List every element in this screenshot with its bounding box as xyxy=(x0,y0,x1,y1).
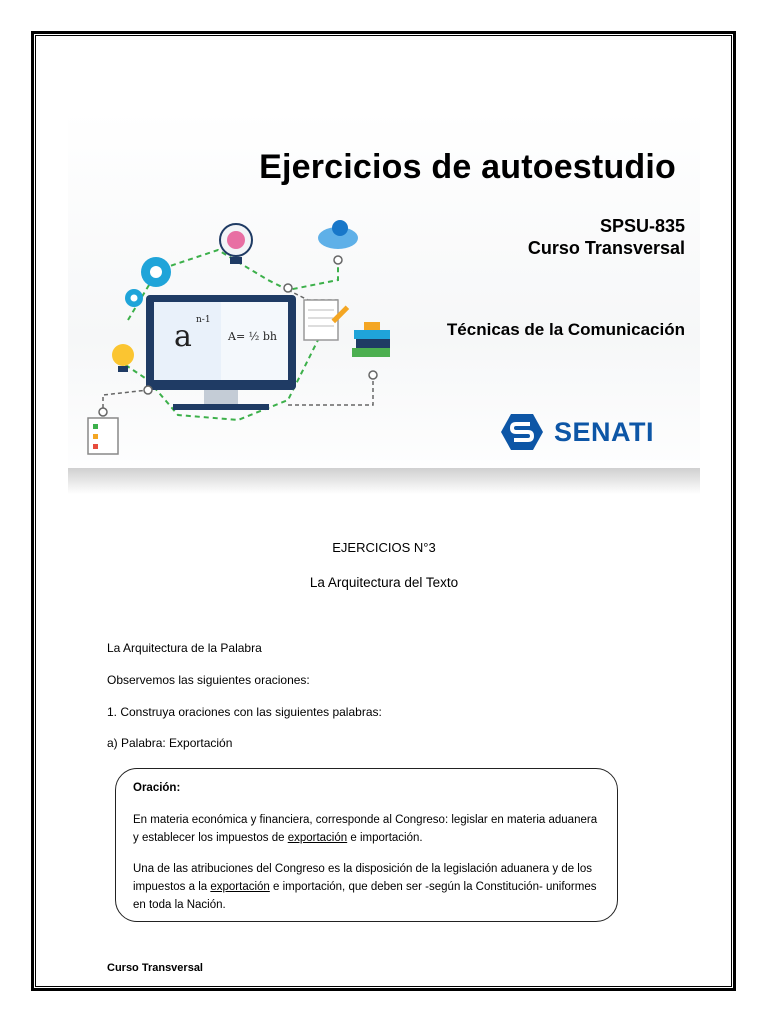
page-footer: Curso Transversal xyxy=(107,962,203,974)
formula-area: A= ½ bh xyxy=(228,330,277,343)
cover-title: Ejercicios de autoestudio xyxy=(259,148,676,186)
svg-text:n-1: n-1 xyxy=(196,315,211,325)
education-illustration xyxy=(68,200,428,470)
lightbulb-icon xyxy=(112,344,134,366)
sentence-box xyxy=(115,768,618,922)
senati-logo-icon xyxy=(500,412,544,452)
topic-title: La Arquitectura del Texto xyxy=(309,575,459,590)
subject-title: Técnicas de la Comunicación xyxy=(446,320,685,339)
sentence-2: Una de las atribuciones del Congreso es la disposición de la legislación aduanera y de los impuestos a la exportación e importación, que deben ser -según la Constitución- uniformes en toda la Nación. xyxy=(133,863,597,911)
word-item: a) Palabra: Exportación xyxy=(107,736,233,750)
intro-text: Observemos las siguientes oraciones: xyxy=(107,673,310,687)
course-type: Curso Transversal xyxy=(527,238,685,258)
senati-logo xyxy=(500,410,654,454)
section-heading: La Arquitectura de la Palabra xyxy=(107,641,262,655)
keyword-underlined: exportación xyxy=(210,881,270,893)
box-label: Oración: xyxy=(133,782,181,794)
instruction-text: 1. Construya oraciones con las siguientes palabras: xyxy=(107,705,382,719)
formula-exponent: a xyxy=(174,319,192,354)
keyword-underlined: exportación xyxy=(287,832,348,844)
sentence-1: En materia económica y financiera, corresponde al Congreso: legislar en materia aduanera y establecer los impuestos de exportación e importación. xyxy=(133,814,598,844)
checklist-icon xyxy=(88,418,118,454)
exercise-number: EJERCICIOS N°3 xyxy=(332,540,436,555)
course-code: SPSU-835 xyxy=(599,216,685,236)
senati-logo-text: SENATI xyxy=(554,416,655,447)
books-icon xyxy=(354,330,390,339)
banner-shadow xyxy=(68,468,700,494)
